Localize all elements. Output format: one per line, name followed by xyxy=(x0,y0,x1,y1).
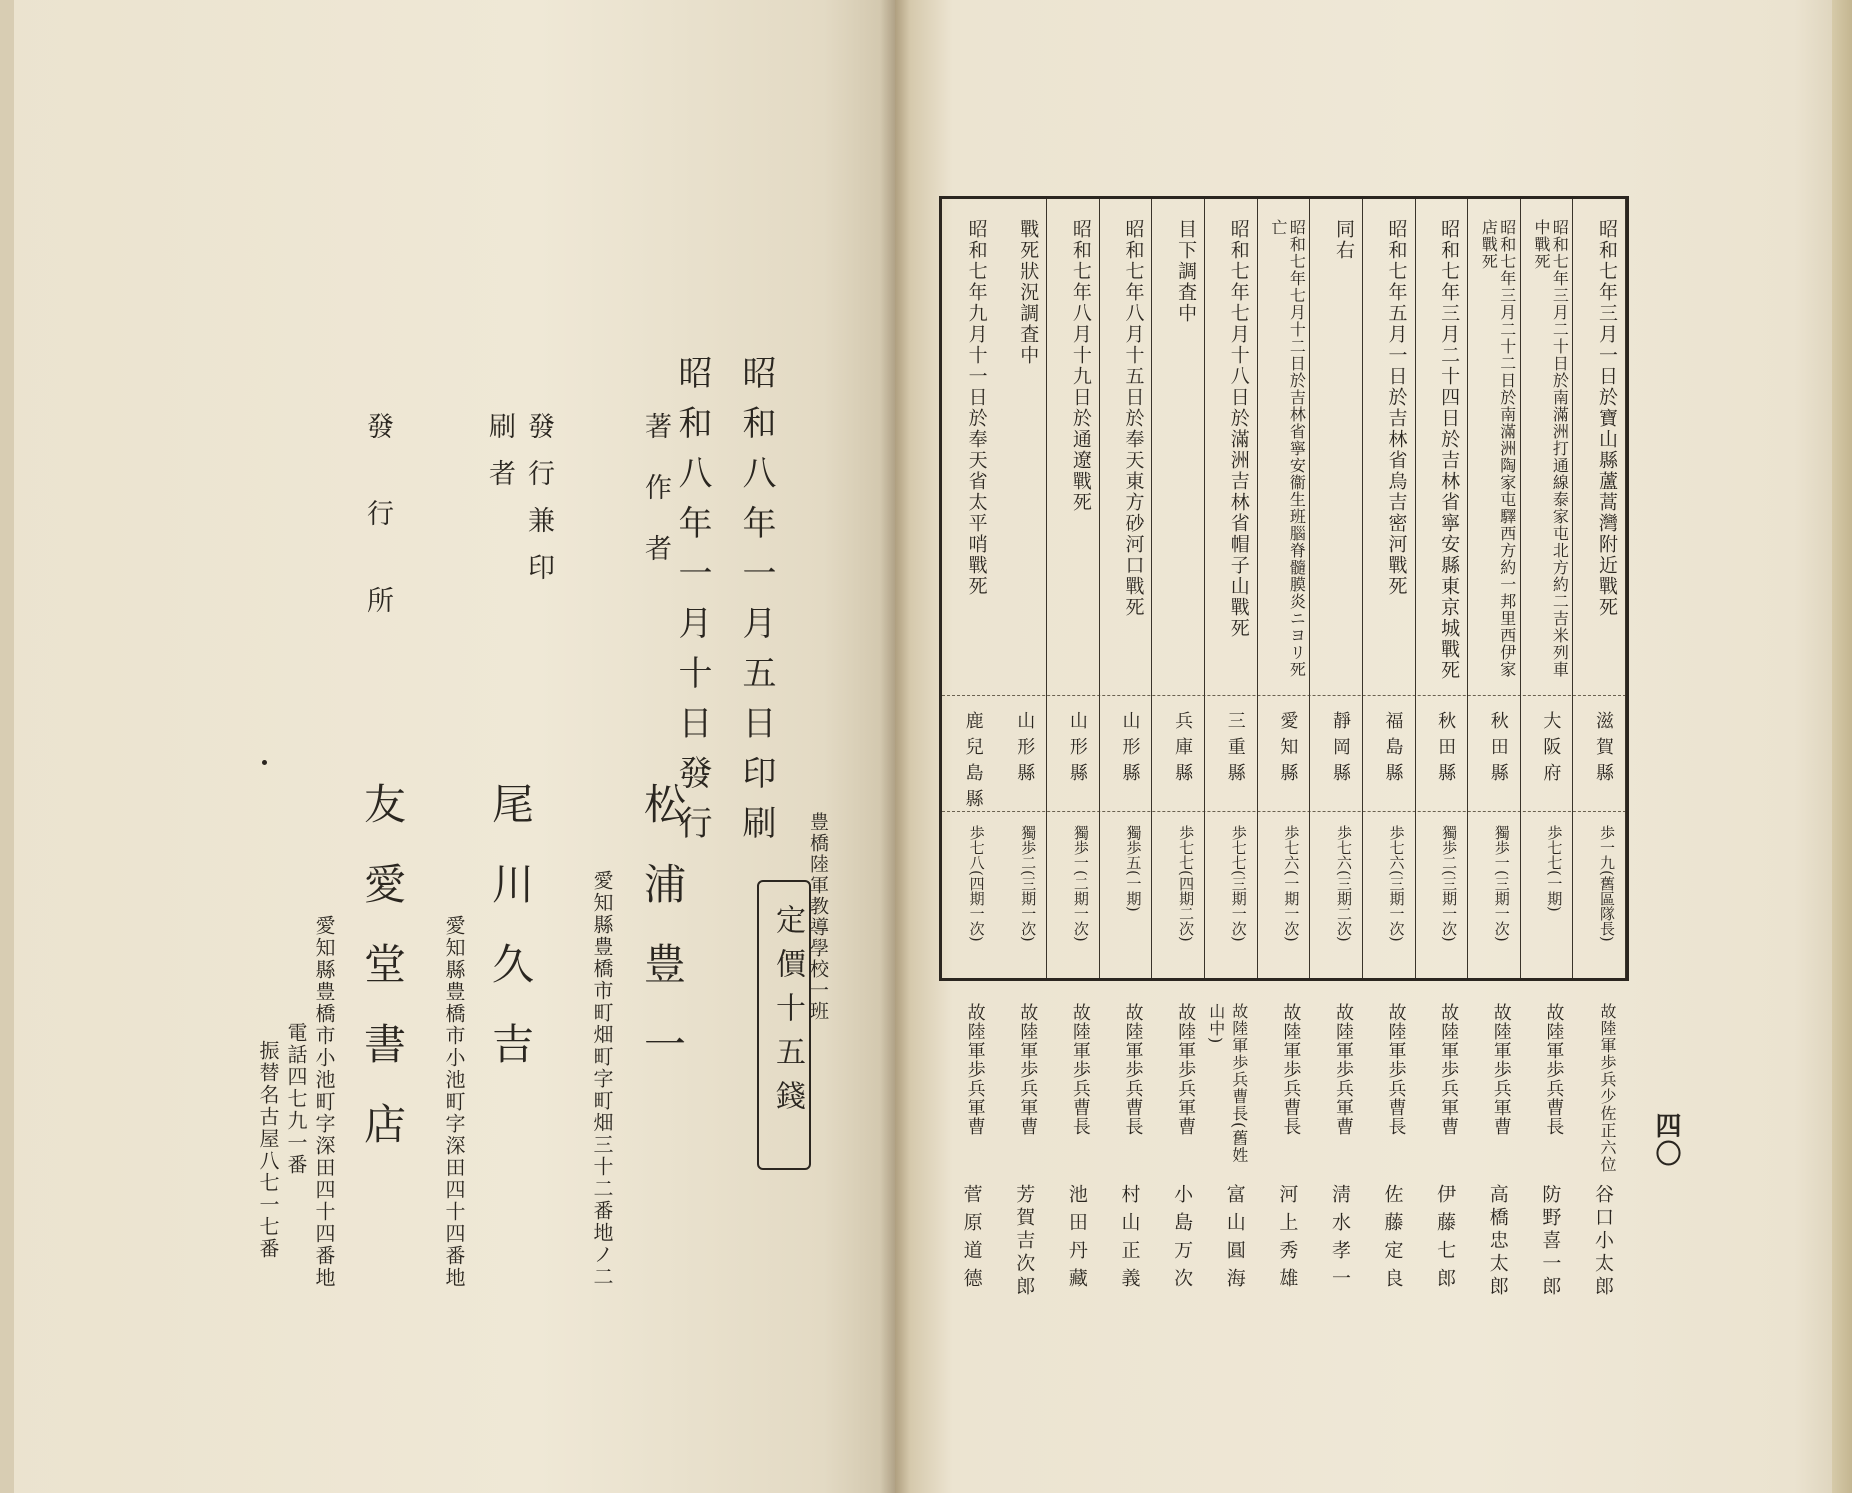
table-column xyxy=(1205,199,1258,978)
printer-name: 尾川久吉 xyxy=(486,782,535,1102)
death-record-cell: 戰死狀況調査中 xyxy=(1017,219,1040,366)
name-column xyxy=(1261,981,1314,1311)
unit-cell: 獨歩五(一期) xyxy=(1124,825,1143,912)
table-column xyxy=(942,199,995,978)
unit-cell: 歩七七(三期一次) xyxy=(1229,825,1248,942)
name-column xyxy=(1366,981,1419,1311)
casualty-name: 芳賀吉次郎 xyxy=(1013,1184,1036,1299)
name-column xyxy=(1419,981,1472,1311)
casualty-name: 池田丹藏 xyxy=(1065,1184,1088,1296)
rank-title: 故陸軍歩兵少佐正六位 xyxy=(1598,1003,1617,1173)
author-label: 著作者 xyxy=(640,412,671,595)
publisher-name: 友愛堂書店 xyxy=(358,782,407,1182)
name-column xyxy=(1050,981,1103,1311)
author-name: 松浦豊一 xyxy=(638,782,687,1102)
casualty-name: 河上秀雄 xyxy=(1276,1184,1299,1296)
prefecture-cell: 秋田縣 xyxy=(1435,711,1457,789)
prefecture-cell: 靜岡縣 xyxy=(1329,711,1351,789)
death-record-cell: 昭和七年九月十一日於奉天省太平哨戰死 xyxy=(965,219,988,597)
prefecture-cell: 秋田縣 xyxy=(1487,711,1509,789)
table-column xyxy=(1416,199,1469,978)
ink-dot xyxy=(262,760,267,765)
name-column xyxy=(1155,981,1208,1311)
death-record-cell: 昭和七年三月二十四日於吉林省寧安縣東京城戰死 xyxy=(1438,219,1461,681)
death-record-cell: 昭和七年八月十九日於通遼戰死 xyxy=(1069,219,1092,513)
casualty-name: 谷口小太郎 xyxy=(1592,1184,1614,1299)
unit-cell: 獨歩一(二期一次) xyxy=(1071,825,1090,942)
casualty-name: 佐藤定良 xyxy=(1381,1184,1404,1296)
unit-cell: 歩七六(三期一次) xyxy=(1387,825,1406,942)
casualty-name: 淸水孝一 xyxy=(1328,1184,1351,1296)
prefecture-cell: 大阪府 xyxy=(1540,711,1562,789)
unit-cell: 歩七八(四期一次) xyxy=(967,825,986,942)
right-page-edge xyxy=(1832,0,1852,1493)
prefecture-cell: 山形縣 xyxy=(1014,711,1036,789)
casualty-name: 富山圓海 xyxy=(1223,1184,1246,1296)
printer-address: 愛知縣豊橋市小池町字深田四十四番地 xyxy=(442,915,466,1289)
print-date: 昭和八年一月五日印刷 xyxy=(736,355,776,855)
rank-title: 故陸軍歩兵曹長 xyxy=(1280,1003,1302,1136)
casualty-name: 小島万次 xyxy=(1171,1184,1194,1296)
name-column xyxy=(945,981,998,1311)
prefecture-cell: 山形縣 xyxy=(1119,711,1141,789)
rank-title: 故陸軍歩兵軍曹 xyxy=(1175,1003,1197,1136)
name-column xyxy=(1576,981,1629,1311)
publisher-account: 振替名古屋八七一七番 xyxy=(256,1040,280,1260)
name-column xyxy=(1103,981,1156,1311)
death-record-cell: 昭和七年三月二十二日於南滿洲陶家屯驛西方約一邦里西伊家店戰死 xyxy=(1479,219,1517,678)
prefecture-cell: 三重縣 xyxy=(1224,711,1246,789)
price: 定價十五錢 xyxy=(770,904,805,1124)
unit-cell: 歩七六(一期一次) xyxy=(1282,825,1301,942)
death-record-cell: 昭和七年三月二十日於南滿洲打通線泰家屯北方約二吉米列車中戰死 xyxy=(1532,219,1570,678)
publish-date: 昭和八年一月十日發行 xyxy=(672,355,712,855)
casualty-name: 村山正義 xyxy=(1118,1184,1141,1296)
table-column xyxy=(1310,199,1363,978)
left-page-edge xyxy=(0,0,14,1493)
rank-title: 故陸軍歩兵軍曹 xyxy=(1490,1003,1512,1136)
rank-title: 故陸軍歩兵軍曹 xyxy=(1438,1003,1460,1136)
rank-title: 故陸軍歩兵曹長 xyxy=(1122,1003,1144,1136)
price-box xyxy=(757,880,811,1170)
casualty-name: 防野喜一郎 xyxy=(1539,1184,1562,1299)
rank-title: 故陸軍歩兵軍曹 xyxy=(964,1003,986,1136)
table-column xyxy=(1100,199,1153,978)
school-name: 豊橋陸軍教導學校一班 xyxy=(807,812,829,1022)
rank-title: 故陸軍歩兵曹長 xyxy=(1543,1003,1565,1136)
unit-cell: 歩一九(舊區隊長) xyxy=(1598,825,1616,942)
prefecture-cell: 山形縣 xyxy=(1066,711,1088,789)
unit-cell: 獨歩一(三期一次) xyxy=(1492,825,1511,942)
prefecture-cell: 愛知縣 xyxy=(1277,711,1299,789)
author-address: 愛知縣豊橋市町畑町字町畑三十二番地ノ二 xyxy=(590,870,614,1288)
page-number: 四〇 xyxy=(1651,1112,1681,1168)
death-record-cell: 同右 xyxy=(1332,219,1355,261)
unit-cell: 獨歩二(三期一次) xyxy=(1019,825,1038,942)
death-record-cell: 昭和七年三月一日於寶山縣蘆蒿灣附近戰死 xyxy=(1596,219,1618,618)
death-record-cell: 昭和七年五月一日於吉林省烏吉密河戰死 xyxy=(1385,219,1408,597)
name-column xyxy=(998,981,1051,1311)
name-column xyxy=(1208,981,1261,1311)
name-column xyxy=(1471,981,1524,1311)
publisher-address: 愛知縣豊橋市小池町字深田四十四番地 xyxy=(312,915,336,1289)
name-column xyxy=(1313,981,1366,1311)
death-record-cell: 目下調査中 xyxy=(1175,219,1198,324)
table-column xyxy=(995,199,1048,978)
prefecture-cell: 鹿兒島縣 xyxy=(962,711,984,815)
name-column xyxy=(1524,981,1577,1311)
book-spine xyxy=(880,0,910,1493)
prefecture-cell: 福島縣 xyxy=(1382,711,1404,789)
rank-title: 故陸軍歩兵軍曹 xyxy=(1017,1003,1039,1136)
publisher-phone: 電話四七九一番 xyxy=(284,1022,308,1176)
casualty-name: 菅原道德 xyxy=(960,1184,983,1296)
casualty-names-band xyxy=(939,981,1629,1311)
table-column xyxy=(1152,199,1205,978)
rank-title: 故陸軍歩兵軍曹 xyxy=(1332,1003,1354,1136)
unit-cell: 歩七六(三期二次) xyxy=(1334,825,1353,942)
table-column xyxy=(1573,199,1626,978)
death-record-cell: 昭和七年七月十八日於滿洲吉林省帽子山戰死 xyxy=(1227,219,1250,639)
casualty-name: 高橋忠太郎 xyxy=(1486,1184,1509,1299)
death-record-cell: 昭和七年八月十五日於奉天東方砂河口戰死 xyxy=(1122,219,1145,618)
death-record-cell: 昭和七年七月十二日於吉林省寧安衞生班腦脊髓膜炎ニヨリ死亡 xyxy=(1268,219,1307,678)
table-column xyxy=(1047,199,1100,978)
unit-cell: 獨歩二(三期一次) xyxy=(1440,825,1459,942)
table-column xyxy=(1468,199,1521,978)
unit-cell: 歩七七(一期) xyxy=(1545,825,1564,912)
prefecture-cell: 兵庫縣 xyxy=(1172,711,1194,789)
printer-label: 發行兼印刷者 xyxy=(484,412,554,600)
unit-cell: 歩七七(四期二次) xyxy=(1177,825,1196,942)
rank-title: 故陸軍歩兵曹長(舊姓山中) xyxy=(1206,1003,1249,1164)
prefecture-cell: 滋賀縣 xyxy=(1593,711,1614,789)
publisher-label: 發行所 xyxy=(362,412,393,673)
rank-title: 故陸軍歩兵曹長 xyxy=(1069,1003,1091,1136)
table-column xyxy=(1521,199,1574,978)
casualty-name: 伊藤七郎 xyxy=(1434,1184,1457,1296)
table-column xyxy=(1258,199,1311,978)
rank-title: 故陸軍歩兵曹長 xyxy=(1385,1003,1407,1136)
table-column xyxy=(1363,199,1416,978)
casualty-record-table xyxy=(939,196,1629,981)
